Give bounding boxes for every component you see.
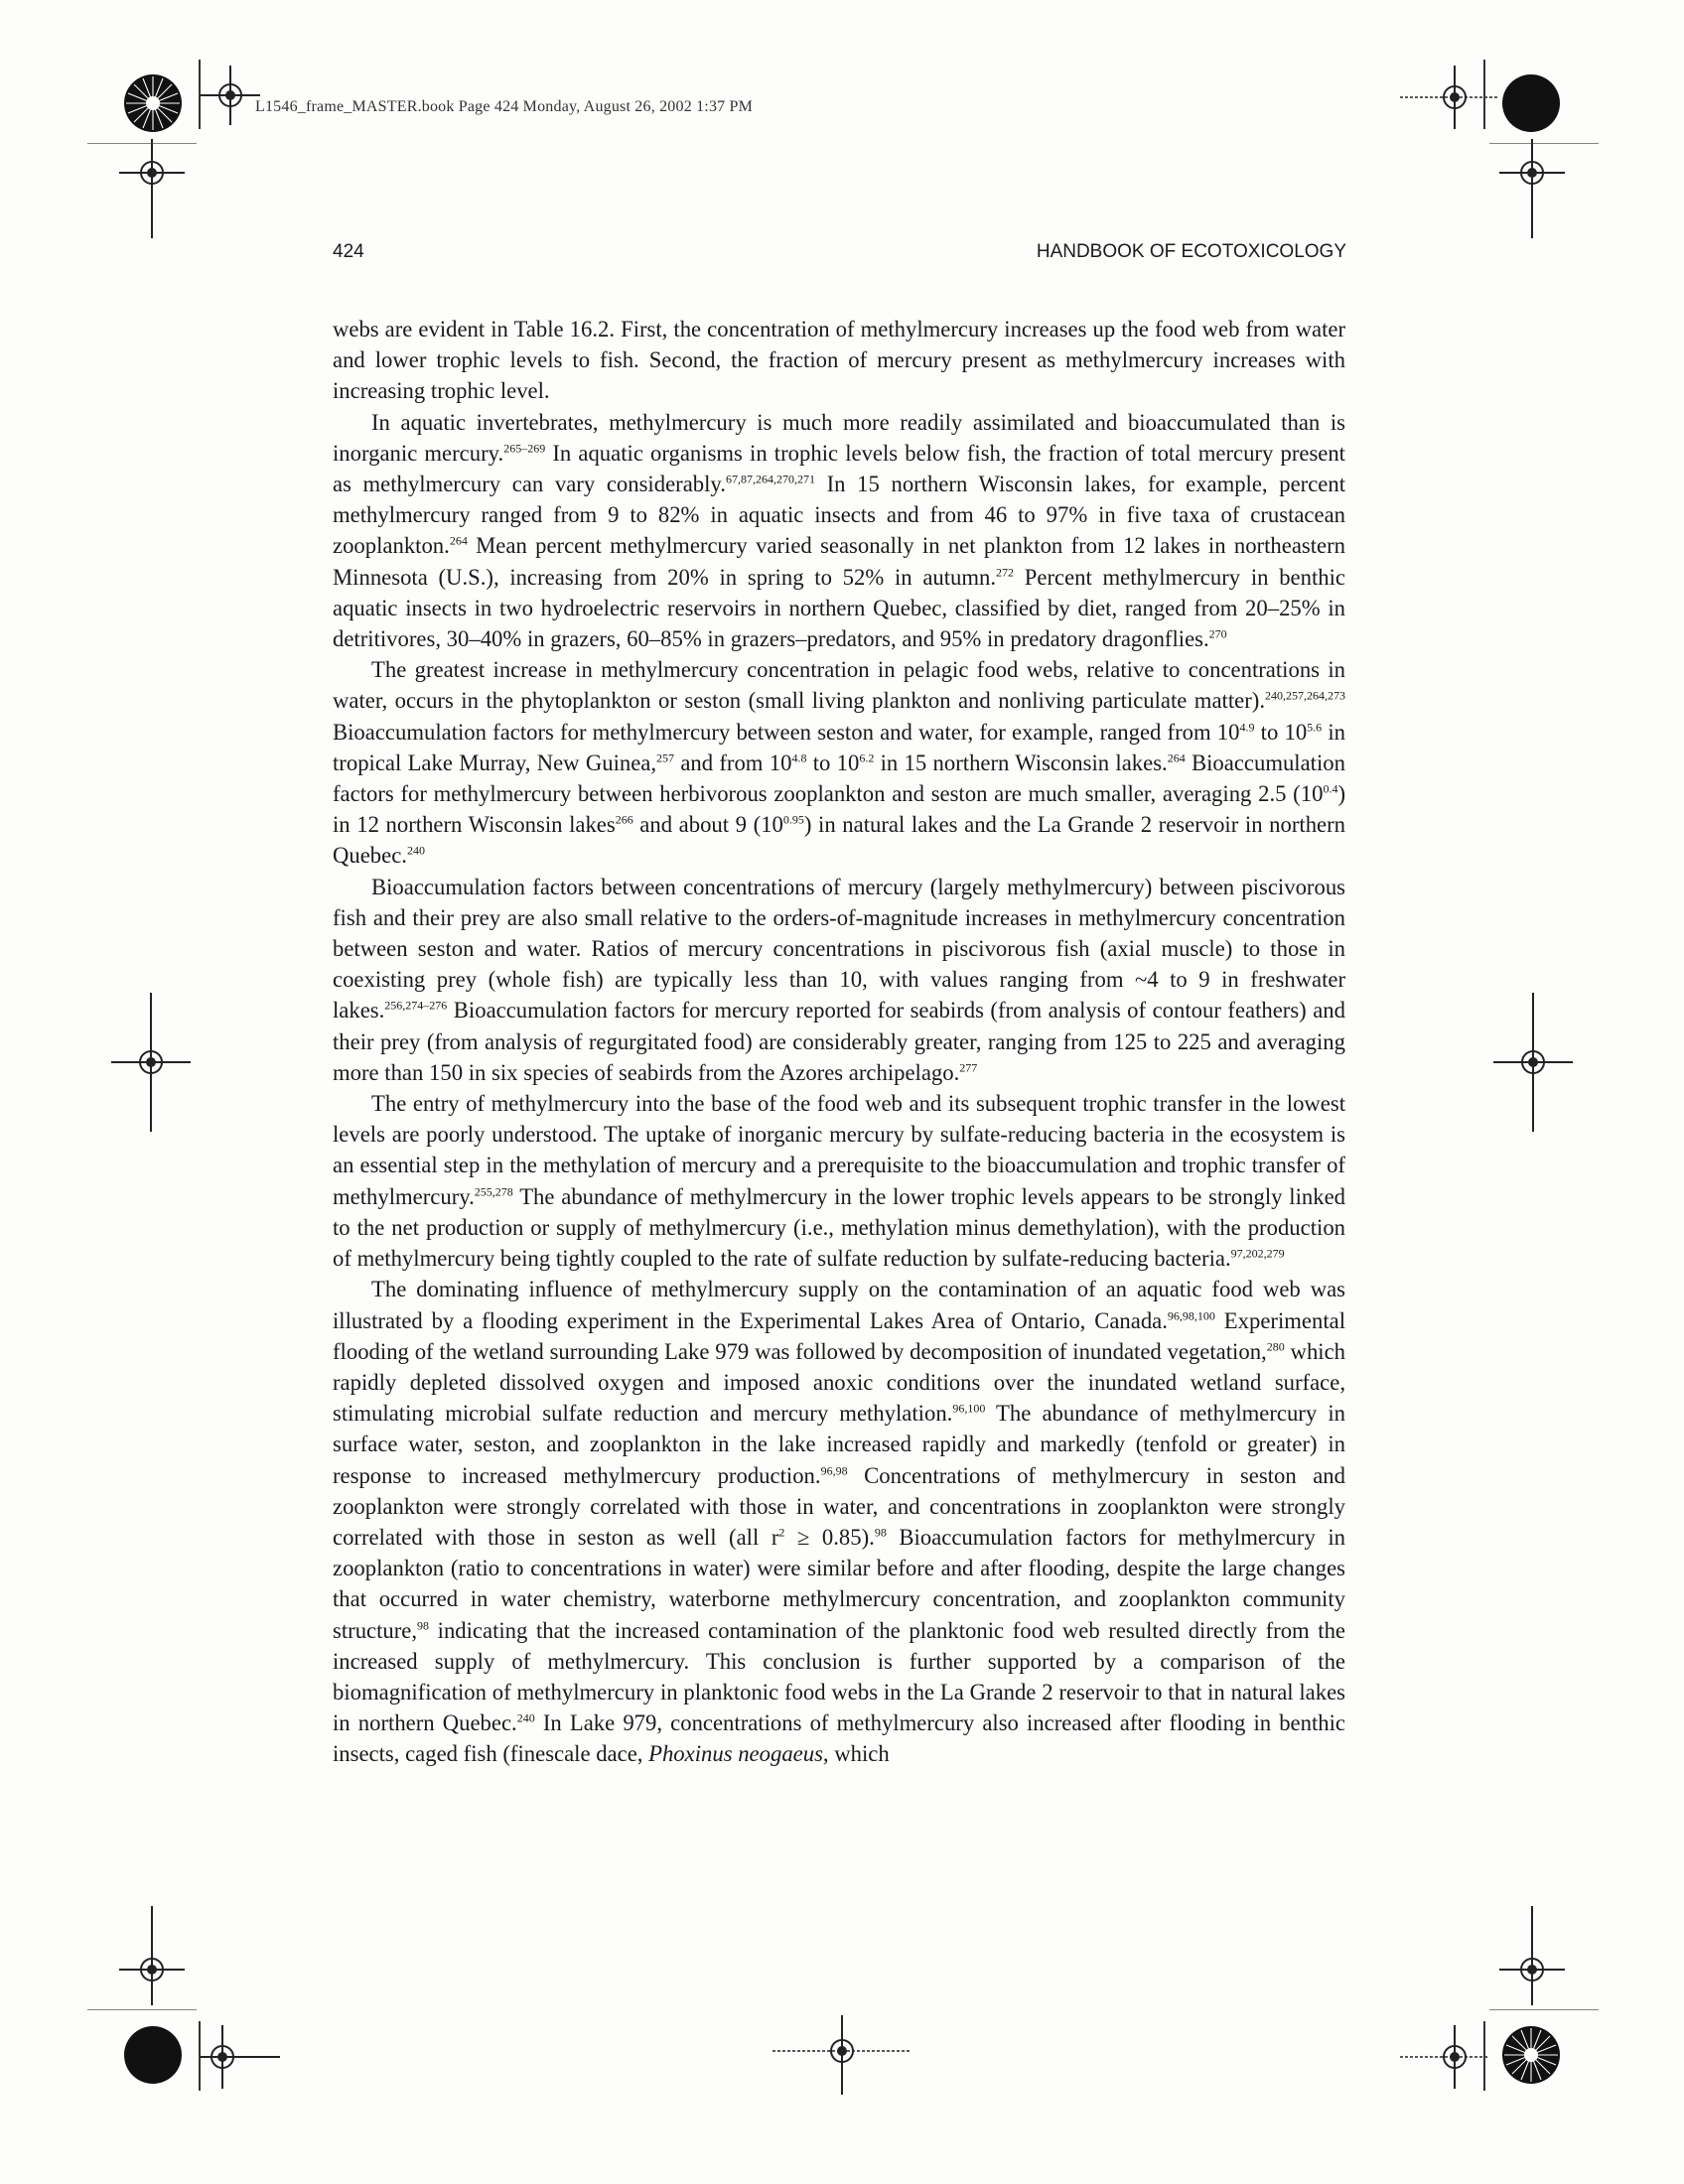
citation-superscript: 4.9	[1239, 720, 1255, 735]
crosshair-icon	[119, 139, 185, 238]
crop-line	[1483, 2021, 1485, 2091]
citation-superscript: 96,98,100	[1167, 1307, 1215, 1322]
citation-superscript: 98	[874, 1525, 887, 1540]
registration-sunburst-icon	[1501, 2025, 1561, 2085]
crosshair-icon	[772, 2015, 912, 2095]
text-run: The abundance of methylmercury in surface water, seston, and zooplankton in the lake increased rapidly and markedly (tenfold or greater) in response to increased methylmercury production.	[333, 1401, 1345, 1488]
page-number: 424	[333, 241, 364, 262]
running-head	[333, 241, 1346, 267]
text-run: In aquatic organisms in trophic levels below fish, the fraction of total mercury present as methylmercury can vary considerably.	[333, 440, 1345, 497]
crosshair-icon	[1400, 2025, 1489, 2089]
crosshair-icon	[201, 2025, 280, 2089]
text-run: and from 10	[674, 750, 792, 775]
text-run: webs are evident in Table 16.2. First, the concentration of methylmercury increases up the food web from water and lower trophic levels to fish. Second, the fraction of mercury present as methylmercury increases with increasing trophic level.	[333, 317, 1345, 404]
text-run: In aquatic invertebrates, methylmercury is much more readily assimilated and bioaccumulated than is inorganic mercury.	[333, 409, 1345, 466]
crop-line	[87, 2009, 197, 2010]
text-run: to 10	[806, 750, 860, 775]
crop-line	[1483, 60, 1485, 129]
citation-superscript: 240,257,264,273	[1265, 688, 1345, 703]
text-run: ) in natural lakes and the La Grande 2 reservoir in northern Quebec.	[333, 812, 1346, 869]
text-run: Bioaccumulation factors for methylmercury between seston and water, for example, ranged from 10	[333, 719, 1240, 745]
text-run: Bioaccumulation factors for methylmercury between herbivorous zooplankton and seston are much smaller, averaging 2.5 (10	[333, 750, 1345, 807]
citation-superscript: 4.8	[791, 751, 807, 765]
citation-superscript: 265–269	[503, 441, 546, 456]
text-run: in tropical Lake Murray, New Guinea,	[333, 719, 1345, 775]
citation-superscript: 264	[449, 533, 468, 548]
citation-superscript: 272	[996, 565, 1015, 579]
citation-superscript: 240	[516, 1710, 535, 1725]
citation-superscript: 97,202,279	[1230, 1246, 1285, 1261]
citation-superscript: 98	[417, 1617, 430, 1632]
text-run: in 15 northern Wisconsin lakes.	[874, 750, 1168, 775]
text-run: Bioaccumulation factors for mercury reported for seabirds (from analysis of contour feathers) and their prey (from analysis of regurgitated food) are considerably greater, ranging from 125 to 225 and averaging more than 150 in six species of seabirds from the Azores archipelago.	[333, 998, 1345, 1085]
crop-line	[1489, 2009, 1599, 2010]
citation-superscript: 280	[1266, 1339, 1285, 1354]
citation-superscript: 0.95	[782, 812, 804, 827]
paragraph	[333, 1088, 1345, 1274]
crosshair-icon	[1499, 139, 1565, 238]
citation-superscript: 264	[1167, 751, 1186, 765]
registration-dot-icon	[123, 2025, 183, 2085]
text-run: The greatest increase in methylmercury concentration in pelagic food webs, relative to concentrations in water, occurs in the phytoplankton or seston (small living plankton and nonliving particulate matter).	[333, 657, 1345, 714]
citation-superscript: 255,278	[474, 1184, 513, 1199]
text-run: The dominating influence of methylmercury supply on the contamination of an aquatic food web was illustrated by a flooding experiment in the Experimental Lakes Area of Ontario, Canada.	[333, 1277, 1345, 1333]
running-title: HANDBOOK OF ECOTOXICOLOGY	[1036, 241, 1346, 262]
text-run: The entry of methylmercury into the base of the food web and its subsequent trophic transfer in the lowest levels are poorly understood. The uptake of inorganic mercury by sulfate-reducing bacteria in the ecosystem is an essential step in the methylation of mercury and a prerequisite to the bioaccumulation and trophic transfer of methylmercury.	[333, 1091, 1345, 1209]
text-run: ≥ 0.85).	[784, 1524, 875, 1550]
text-run: to 10	[1254, 719, 1308, 745]
citation-superscript: 266	[615, 812, 633, 827]
citation-superscript: 270	[1208, 626, 1227, 641]
text-run: which rapidly depleted dissolved oxygen and imposed anoxic conditions over the inundated wetland surface, stimulating microbial sulfate reduction and mercury methylation.	[333, 1338, 1345, 1427]
citation-superscript: 6.2	[859, 751, 875, 765]
text-run: , which	[822, 1741, 890, 1767]
text-run: Percent methylmercury in benthic aquatic insects in two hydroelectric reservoirs in northern Quebec, classified by diet, ranged from 20–25% in detritivores, 30–40% in grazers, 60–85% in grazers–predators, and 95% in predatory dragonflies.	[333, 564, 1345, 652]
text-run: Concentrations of methylmercury in seston and zooplankton were strongly correlated with those in water, and concentrations in zooplankton were strongly correlated with those in seston as well (all r	[333, 1462, 1345, 1550]
text-run: and about 9 (10	[632, 812, 783, 838]
citation-superscript: 240	[406, 843, 425, 858]
body-text	[333, 314, 1345, 1770]
text-run: In Lake 979, concentrations of methylmercury also increased after flooding in benthic insects, caged fish (finescale dace,	[333, 1710, 1345, 1767]
text-run: Bioaccumulation factors between concentrations of mercury (largely methylmercury) between piscivorous fish and their prey are also small relative to the orders-of-magnitude increases in methylmercury concentration between seston and water. Ratios of mercury concentrations in piscivorous fish (axial muscle) to those in coexisting prey (whole fish) are typically less than 10, with values ranging from ~4 to 9 in freshwater lakes.	[333, 874, 1345, 1024]
registration-dot-icon	[1501, 73, 1561, 133]
text-run: The abundance of methylmercury in the lower trophic levels appears to be strongly linked to the net production or supply of methylmercury (i.e., methylation minus demethylation), with the production of methylmercury being tightly coupled to the rate of sulfate reduction by sulfate-reducing bacteria.	[333, 1183, 1345, 1272]
text-run: Bioaccumulation factors for methylmercury in zooplankton (ratio to concentrations in water) were similar before and after flooding, despite the large changes that occurred in water chemistry, waterborne methylmercury concentration, and zooplankton community structure,	[333, 1524, 1345, 1643]
citation-superscript: 256,274–276	[384, 998, 448, 1013]
citation-superscript: 96,98	[820, 1462, 848, 1477]
paragraph	[333, 872, 1345, 1088]
paragraph	[333, 407, 1345, 655]
citation-superscript: 257	[656, 751, 675, 765]
paragraph	[333, 1274, 1345, 1769]
citation-superscript: 0.4	[1323, 781, 1338, 796]
text-run: In 15 northern Wisconsin lakes, for example, percent methylmercury ranged from 9 to 82% in aquatic insects and from 46 to 97% in five taxa of crustacean zooplankton.	[333, 472, 1345, 559]
citation-superscript: 277	[959, 1060, 978, 1075]
text-run: Mean percent methylmercury varied seasonally in net plankton from 12 lakes in northeastern Minnesota (U.S.), increasing from 20% in spring to 52% in autumn.	[333, 533, 1345, 590]
crosshair-icon	[201, 66, 260, 125]
paragraph	[333, 654, 1345, 871]
citation-superscript: 96,100	[952, 1401, 986, 1416]
text-run: indicating that the increased contamination of the planktonic food web resulted directly from the increased supply of methylmercury. This conclusion is further supported by a comparison of the biomagnification of methylmercury in planktonic food webs in the La Grande 2 reservoir to that in natural lakes in northern Quebec.	[333, 1617, 1345, 1736]
text-run: Experimental flooding of the wetland surrounding Lake 979 was followed by decomposition of inundated vegetation,	[333, 1307, 1345, 1364]
crosshair-icon	[1499, 1906, 1565, 2005]
crosshair-icon	[119, 1906, 185, 2005]
citation-superscript: 67,87,264,270,271	[725, 472, 815, 486]
crosshair-icon	[111, 993, 191, 1132]
registration-sunburst-icon	[123, 73, 183, 133]
crop-line	[1489, 143, 1599, 144]
crop-line	[87, 143, 197, 144]
citation-superscript: 5.6	[1307, 720, 1323, 735]
paragraph	[333, 314, 1345, 407]
text-run: ) in 12 northern Wisconsin lakes	[333, 781, 1345, 838]
print-slug: L1546_frame_MASTER.book Page 424 Monday, August 26, 2002 1:37 PM	[255, 98, 754, 115]
crosshair-icon	[1493, 993, 1573, 1132]
species-name: Phoxinus neogaeus	[648, 1741, 823, 1767]
citation-superscript: 2	[778, 1525, 785, 1540]
